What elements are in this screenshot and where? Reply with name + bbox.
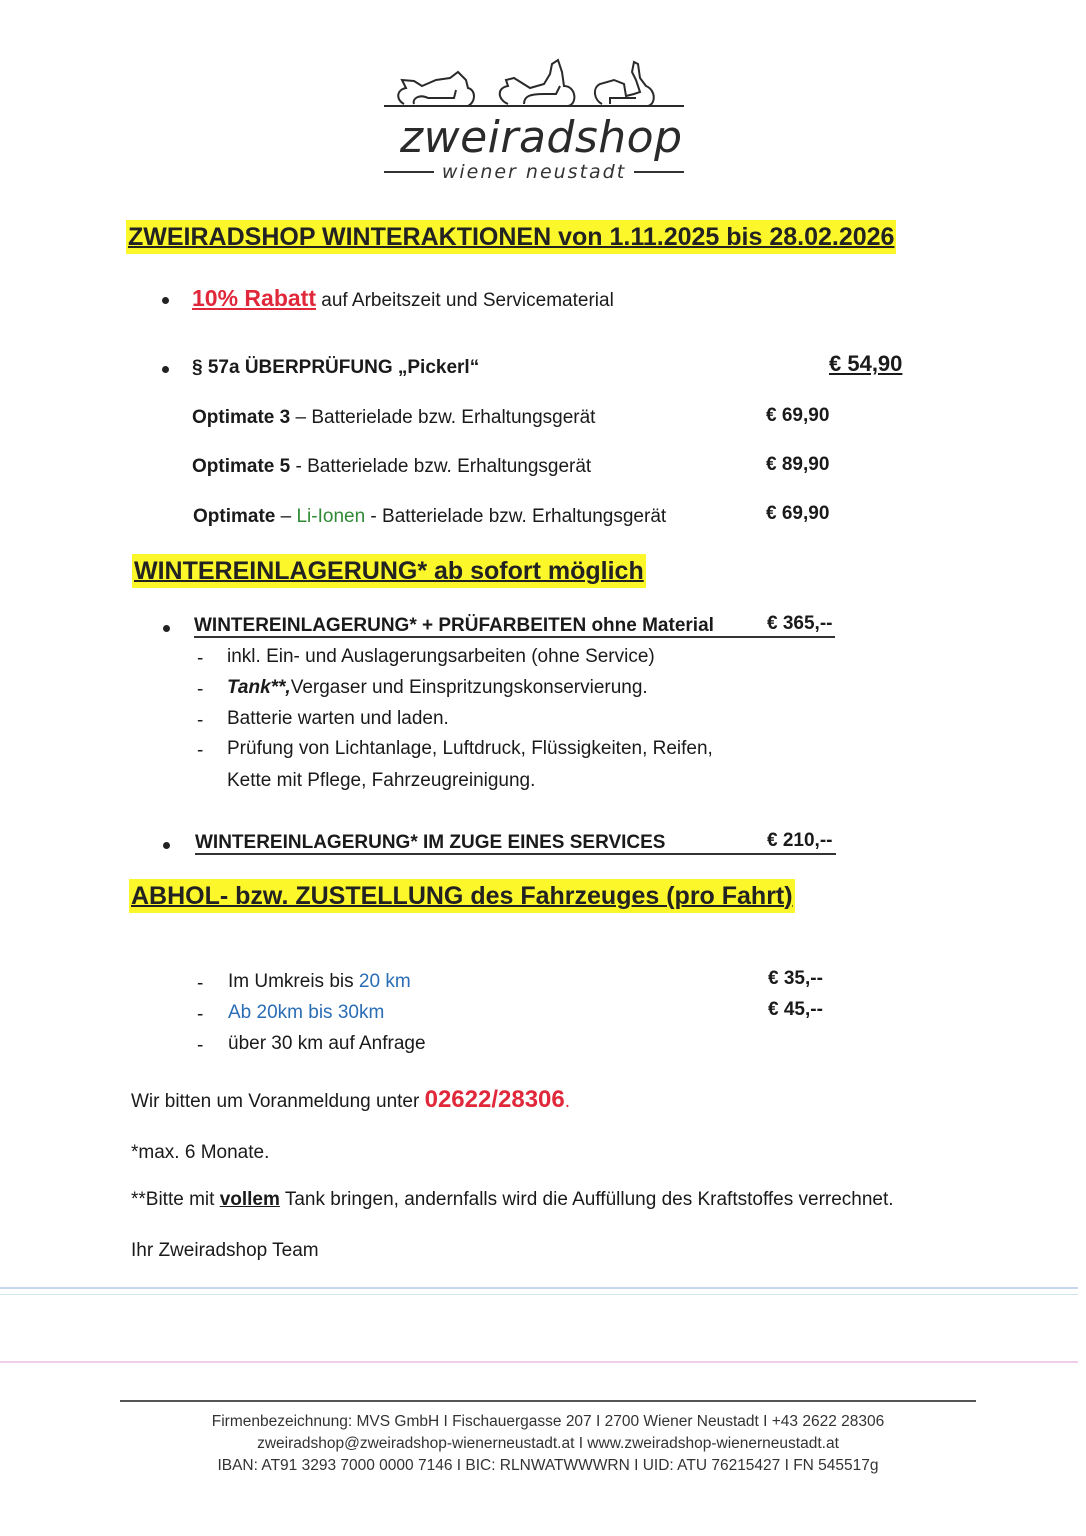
discount-text: auf Arbeitszeit und Servicematerial [321, 290, 614, 311]
delivery-price: € 35,-- [768, 968, 823, 989]
package2-price: € 210,-- [767, 830, 833, 851]
bullet-icon [163, 625, 170, 632]
dash-icon: - [197, 1035, 204, 1056]
optimate-name: Optimate [193, 506, 276, 527]
delivery-heading: ABHOL- bzw. ZUSTELLUNG des Fahrzeuges (pro Fahrt) [129, 879, 795, 913]
phone-number[interactable]: 02622/28306 [424, 1086, 565, 1113]
optimate-row [193, 505, 666, 529]
optimate-price: € 69,90 [766, 503, 830, 524]
delivery-price: € 45,-- [768, 999, 823, 1020]
optimate-sep2: - [365, 506, 383, 527]
package1-price: € 365,-- [767, 613, 833, 634]
optimate-row [192, 455, 591, 479]
signature: Ihr Zweiradshop Team [131, 1240, 319, 1261]
bullet-icon [163, 842, 170, 849]
package1-item: Prüfung von Lichtanlage, Luftdruck, Flüssigkeiten, Reifen, [227, 738, 713, 759]
dash-icon: - [197, 710, 204, 731]
optimate-sep: – [290, 407, 312, 428]
optimate-price: € 69,90 [766, 405, 830, 426]
optimate-price: € 89,90 [766, 454, 830, 475]
logo-rule-left [384, 171, 434, 173]
optimate-desc: Batterielade bzw. Erhaltungsgerät [307, 456, 592, 477]
company-logo [384, 50, 684, 185]
dash-icon: - [197, 1004, 204, 1025]
optimate-desc: Batterielade bzw. Erhaltungsgerät [311, 407, 596, 428]
delivery-text: Im Umkreis bis [228, 971, 359, 992]
dash-icon: - [197, 648, 204, 669]
footnote-tank-emphasis: vollem [219, 1189, 280, 1210]
package1-item: inkl. Ein- und Auslagerungsarbeiten (ohne Service) [227, 646, 655, 667]
bullet-icon [162, 366, 169, 373]
booking-text: Wir bitten um Voranmeldung unter [131, 1091, 425, 1112]
footer-rule [120, 1400, 976, 1402]
footnote-tank [131, 1188, 894, 1212]
package1-item-text: Vergaser und Einspritzungskonservierung. [290, 677, 648, 698]
delivery-row [228, 1001, 384, 1025]
logo-wordmark: zweiradshop [400, 112, 683, 163]
pickerl-price: € 54,90 [829, 351, 903, 376]
page-divider [0, 1361, 1078, 1363]
tank-prefix: Tank**, [227, 677, 291, 698]
dash-icon: - [197, 679, 204, 700]
delivery-highlight: Ab 20km bis 30km [228, 1002, 385, 1023]
package1-item [227, 676, 648, 700]
booking-end: . [564, 1091, 571, 1112]
footer-contact[interactable]: zweiradshop@zweiradshop-wienerneustadt.at I www.zweiradshop-wienerneustadt.at [257, 1435, 839, 1452]
optimate-sep: – [275, 506, 297, 527]
page-divider [0, 1287, 1078, 1289]
footnote-tank-c: Tank bringen, andernfalls wird die Auffüllung des Kraftstoffes verrechnet. [279, 1189, 894, 1210]
package1-underline [194, 636, 835, 638]
footer-bank: IBAN: AT91 3293 7000 0000 7146 I BIC: RLNWATWWWRN I UID: ATU 76215427 I FN 545517g [217, 1457, 879, 1474]
footer [120, 1411, 976, 1477]
delivery-row [228, 970, 411, 994]
storage-heading: WINTEREINLAGERUNG* ab sofort möglich [132, 554, 646, 588]
optimate-row [192, 406, 595, 430]
optimate-extra: Li-Ionen [296, 506, 366, 527]
pickerl-label: § 57a ÜBERPRÜFUNG „Pickerl“ [192, 357, 480, 378]
delivery-highlight: 20 km [358, 971, 411, 992]
optimate-sep: - [290, 456, 308, 477]
optimate-desc: Batterielade bzw. Erhaltungsgerät [382, 506, 667, 527]
dash-icon: - [197, 973, 204, 994]
logo-subtitle-text: wiener neustadt [441, 161, 627, 183]
optimate-name: Optimate 3 [192, 407, 291, 428]
page-title: ZWEIRADSHOP WINTERAKTIONEN von 1.11.2025 bis 28.02.2026 [126, 220, 896, 254]
dash-icon: - [197, 740, 204, 761]
logo-rule-right [634, 171, 684, 173]
optimate-name: Optimate 5 [192, 456, 291, 477]
discount-highlight: 10% Rabatt [192, 285, 316, 311]
footnote-max: *max. 6 Monate. [131, 1142, 270, 1163]
discount-offer [192, 286, 614, 313]
package2-label: WINTEREINLAGERUNG* IM ZUGE EINES SERVICES [195, 832, 666, 853]
motorcycles-icon [384, 50, 684, 112]
page-divider [0, 1294, 1078, 1295]
booking-note [131, 1088, 570, 1114]
package1-item: Kette mit Pflege, Fahrzeugreinigung. [227, 770, 536, 791]
package1-label: WINTEREINLAGERUNG* + PRÜFARBEITEN ohne Material [194, 615, 714, 636]
footnote-tank-a: **Bitte mit [131, 1189, 220, 1210]
logo-subtitle [384, 160, 684, 184]
package2-underline [195, 853, 836, 855]
delivery-row: über 30 km auf Anfrage [228, 1033, 426, 1054]
footer-company: Firmenbezeichnung: MVS GmbH I Fischauergasse 207 I 2700 Wiener Neustadt I +43 2622 28306 [211, 1413, 885, 1430]
bullet-icon [162, 297, 169, 304]
package1-item: Batterie warten und laden. [227, 708, 449, 729]
